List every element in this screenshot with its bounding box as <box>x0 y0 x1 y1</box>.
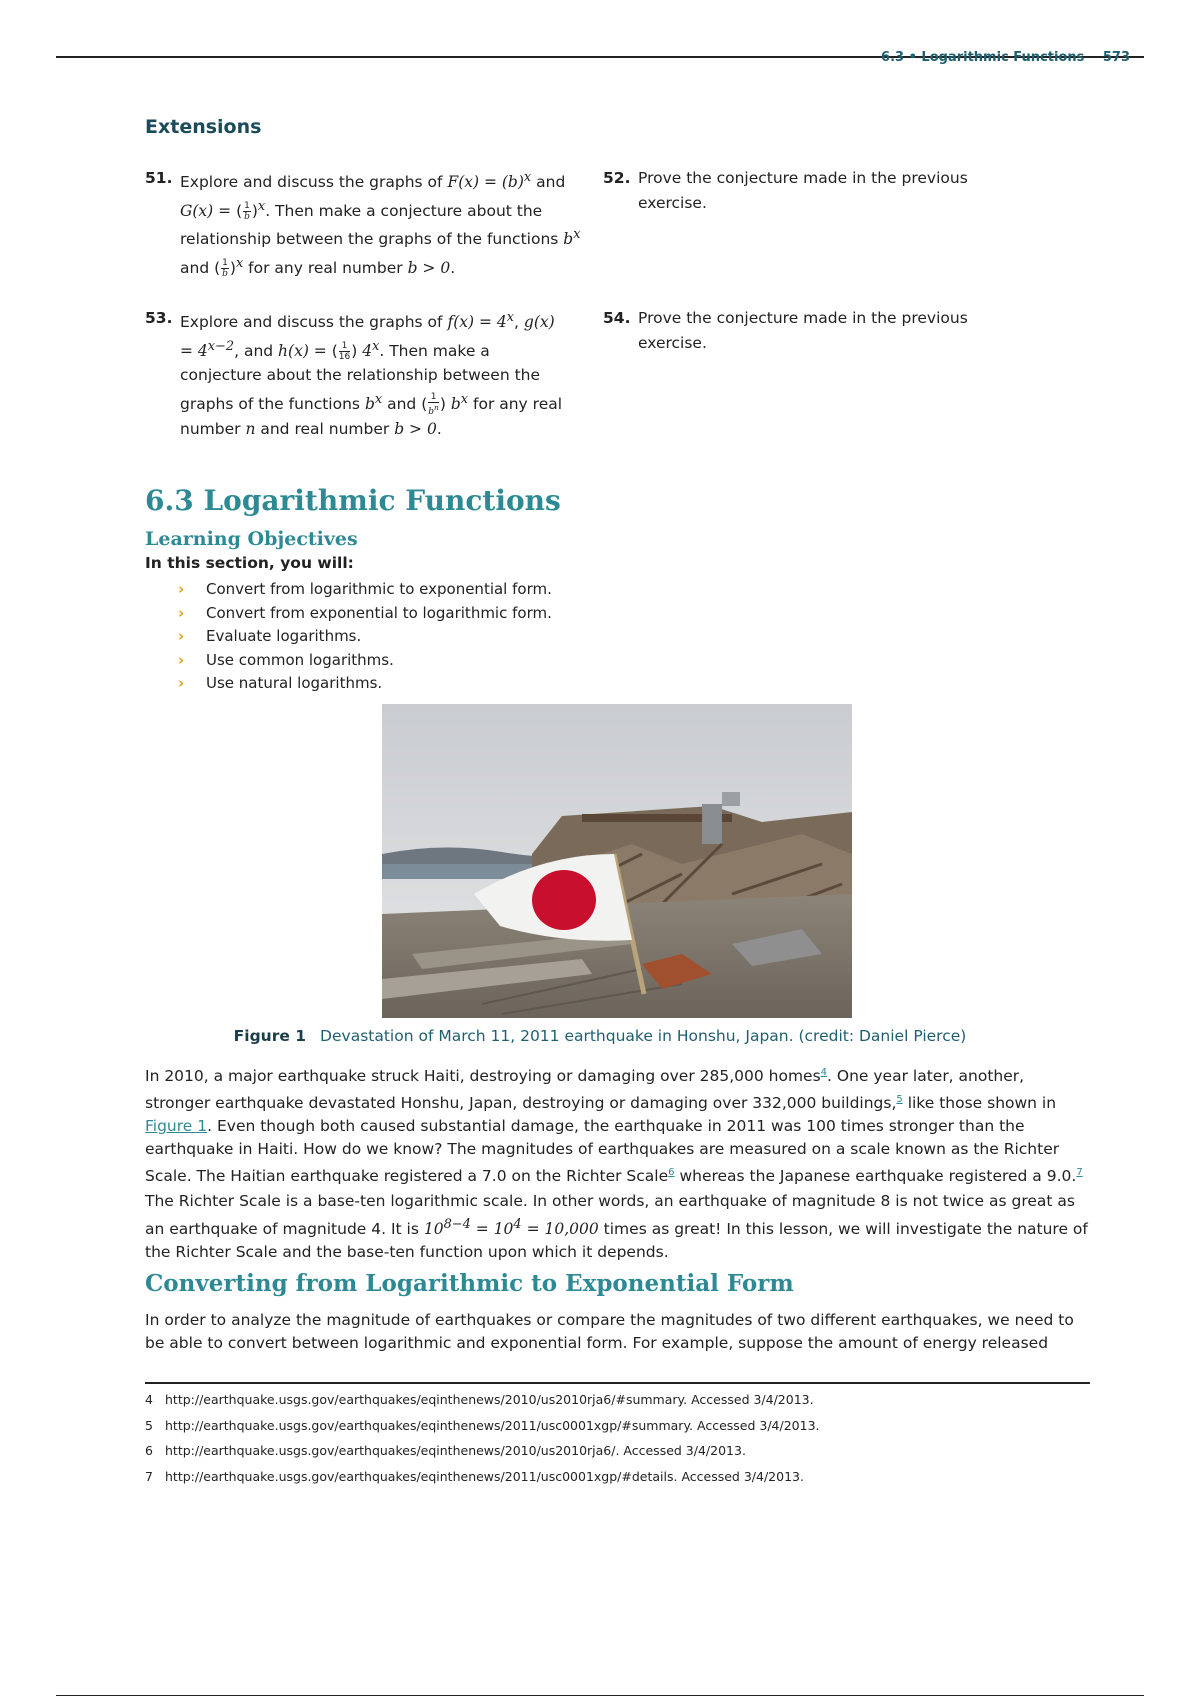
list-item: › Evaluate logarithms. <box>178 625 552 649</box>
footnote-ref-5[interactable]: 5 <box>896 1094 903 1106</box>
learning-objectives-intro: In this section, you will: <box>145 554 354 572</box>
chevron-right-icon: › <box>178 627 185 645</box>
math-condition: b > 0 <box>407 259 451 278</box>
footnote-url[interactable]: http://earthquake.usgs.gov/earthquakes/eqinthenews/2010/us2010rja6/#summary. Accessed 3/4/2013. <box>165 1392 814 1407</box>
footnote: 7 http://earthquake.usgs.gov/earthquakes/eqinthenews/2011/usc0001xgp/#details. Accessed 3/4/2013. <box>145 1468 804 1484</box>
figure-link[interactable]: Figure 1 <box>145 1117 208 1136</box>
extensions-heading: Extensions <box>145 116 262 138</box>
exercise-text: . Then make a conjecture about the relationship between the graphs of the functions <box>180 341 541 413</box>
page-number: 573 <box>1102 50 1130 65</box>
exercise-text: for any real number <box>248 259 403 278</box>
footnote: 5 http://earthquake.usgs.gov/earthquakes/eqinthenews/2011/usc0001xgp/#summary. Accessed 3/4/2013. <box>145 1417 820 1433</box>
figure-caption <box>0 1027 1200 1045</box>
exercise-53: 53. Explore and discuss the graphs of $f(x) = 4^x$, $g(x) = 4^{x-2}$, and h(x) = ( $\frac{1}{16}$ ) 4$^x$. Then make a conjecture about the relationship between the graphs of the functions $b^x$ and ( $\frac{1}{b^n}$ ) $b^x$ for any real number n and real number b > 0. <box>145 306 565 441</box>
exercise-text: Prove the conjecture made in the previous exercise. <box>638 169 968 212</box>
footnote-url[interactable]: http://earthquake.usgs.gov/earthquakes/eqinthenews/2011/usc0001xgp/#details. Accessed 3/4/2013. <box>165 1468 804 1484</box>
exercise-text: and <box>536 173 566 192</box>
chevron-right-icon: › <box>178 650 185 669</box>
math-exp: x <box>523 170 532 185</box>
paragraph-convert: In order to analyze the magnitude of earthquakes or compare the magnitudes of two different earthquakes, we need to be able to convert between logarithmic and exponential form. For example, suppose the amount of energy released <box>145 1311 1074 1352</box>
footnote-url[interactable]: http://earthquake.usgs.gov/earthquakes/eqinthenews/2011/usc0001xgp/#summary. Accessed 3/4/2013. <box>165 1417 820 1433</box>
math-g: g(x) = 4 <box>180 313 555 360</box>
exercise-54 <box>603 306 983 355</box>
exercise-text: Explore and discuss the graphs of <box>180 173 443 192</box>
figure-caption-text: Devastation of March 11, 2011 earthquake in Honshu, Japan. (credit: Daniel Pierce) <box>320 1027 967 1045</box>
exercise-text: and <box>180 259 210 278</box>
footnote-ref-4[interactable]: 4 <box>820 1067 828 1078</box>
subsection-title: Converting from Logarithmic to Exponential Form <box>145 1270 794 1297</box>
list-item: › Use common logarithms. <box>178 649 552 673</box>
chevron-right-icon: › <box>178 603 185 622</box>
exercise-number: 54. <box>603 309 631 327</box>
running-title: 6.3 • Logarithmic Functions <box>881 50 1085 65</box>
math-b: b <box>364 394 375 413</box>
footnote-rule <box>145 1382 1090 1384</box>
list-item: › Convert from logarithmic to exponential form. <box>178 578 552 602</box>
math-G: G(x) = <box>180 201 232 220</box>
math-f: f(x) = 4 <box>447 313 507 332</box>
exercise-text: Explore and discuss the graphs of <box>180 313 443 332</box>
exercise-number: 51. <box>145 169 173 187</box>
exercise-text: Prove the conjecture made in the previous exercise. <box>638 309 968 352</box>
fraction: $\frac{1}{b^n}$ <box>428 391 439 417</box>
exercise-52 <box>603 166 983 215</box>
footnote-url[interactable]: http://earthquake.usgs.gov/earthquakes/eqinthenews/2010/us2010rja6/. Accessed 3/4/2013. <box>165 1443 746 1458</box>
math-power: 10 <box>423 1220 444 1239</box>
exercise-number: 52. <box>603 169 631 187</box>
list-item: › Convert from exponential to logarithmic form. <box>178 602 552 626</box>
section-title: 6.3 Logarithmic Functions <box>145 484 561 517</box>
learning-objectives-heading: Learning Objectives <box>145 528 358 550</box>
chevron-right-icon: › <box>178 674 185 692</box>
footnote-ref-6[interactable]: 6 <box>668 1167 675 1179</box>
exercise-number: 53. <box>145 309 173 327</box>
footnote-ref-7[interactable]: 7 <box>1076 1167 1083 1179</box>
math-exp: x <box>257 198 266 214</box>
chevron-right-icon: › <box>178 580 185 598</box>
math-condition: b > 0 <box>394 419 437 438</box>
figure-photo <box>382 704 852 1018</box>
learning-objectives-list <box>178 578 552 696</box>
footnotes-list <box>145 1387 820 1489</box>
figure-label: Figure 1 <box>233 1027 307 1045</box>
math-b: b <box>563 230 574 249</box>
fraction: $\frac{1}{b}$ <box>222 258 228 280</box>
footer-rule <box>56 1695 1144 1696</box>
paragraph-richter: The Richter Scale is a base-ten logarithmic scale. In other words, an earthquake of magnitude 8 is not twice as great as an earthquake of magnitude 4. It is $10^{8-4} = 10^4 = 10,000$ times as great! In this lesson, we will investigate the nature of the Richter Scale and the base-ten function upon which it depends. <box>145 1192 1088 1262</box>
running-head <box>881 50 1130 65</box>
exercise-51: 51. Explore and discuss the graphs of $F(x) = (b)^x$ and G(x) = ( $\frac{1}{b}$ )$^x$. Then make a conjecture about the relationship between the graphs of the functions $b^x$ and ( $\frac{1}{b}$ )$^x$ for any real number b > 0. <box>145 166 585 281</box>
footnote: 4 http://earthquake.usgs.gov/earthquakes/eqinthenews/2010/us2010rja6/#summary. Accessed 3/4/2013. <box>145 1392 814 1407</box>
list-item: › Use natural logarithms. <box>178 672 552 696</box>
exercise-text: . Then make a conjecture about the relationship between the graphs of the functions <box>180 201 559 249</box>
earthquake-photo-illustration <box>382 704 852 1018</box>
footnote: 6 http://earthquake.usgs.gov/earthquakes/eqinthenews/2010/us2010rja6/. Accessed 3/4/2013. <box>145 1443 746 1458</box>
math-h: h(x) = <box>278 341 327 360</box>
paragraph-intro: In 2010, a major earthquake struck Haiti, destroying or damaging over 285,000 homes$^4$. One year later, another, stronger earthquake devastated Honshu, Japan, destroying or damaging over 332,000 buildings,$^5$ like those shown in Figure 1. Even though both caused substantial damage, the earthquake in 2011 was 100 times stronger than the earthquake in Haiti. How do we know? The magnitudes of earthquakes are measured on a scale known as the Richter Scale. The Haitian earthquake registered a 7.0 on the Richter Scale$^6$ whereas the Japanese earthquake registered a 9.0.$^7$ <box>145 1067 1083 1186</box>
fraction: $\frac{1}{16}$ <box>338 340 351 362</box>
fraction: $\frac{1}{b}$ <box>244 200 250 222</box>
math-F: F(x) = (b) <box>447 173 524 192</box>
